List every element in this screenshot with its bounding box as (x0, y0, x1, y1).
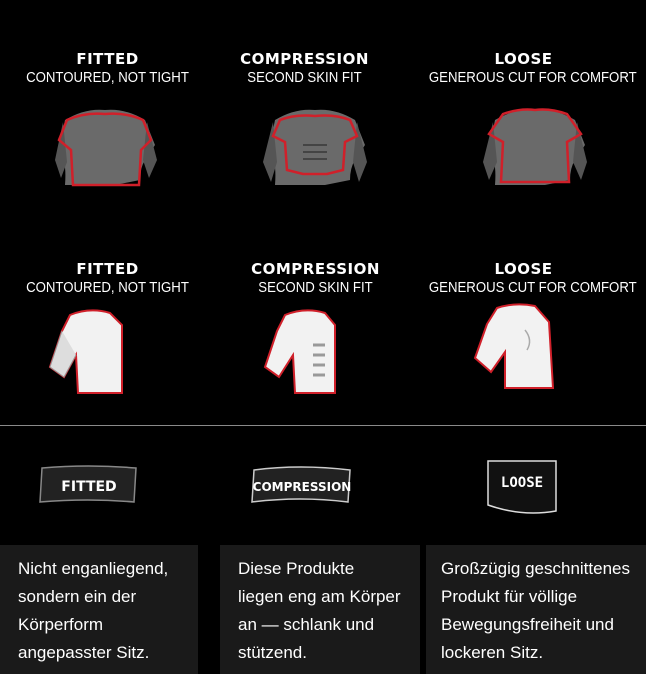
description-line: Körperform (18, 615, 104, 634)
fit-subtitle: GENEROUS CUT FOR COMFORT (428, 69, 637, 86)
description-line: an — schlank und (238, 615, 375, 634)
description-line: Großzügig geschnittenes (441, 559, 630, 578)
fit-subtitle: SECOND SKIN FIT (247, 69, 362, 86)
loose-badge (482, 455, 562, 521)
description-line: Produkt für völlige (441, 587, 578, 606)
fit-title: COMPRESSION (240, 50, 369, 68)
fitted-shirt-icon (40, 305, 140, 400)
section-divider (0, 425, 646, 426)
compression-badge (250, 462, 354, 508)
description-line: Bewegungsfreiheit und (441, 615, 614, 634)
fit-subtitle: SECOND SKIN FIT (258, 279, 373, 296)
fitted-badge (38, 462, 140, 508)
fit-fitted-heading (0, 50, 215, 88)
badge-label: LOOSE (500, 475, 544, 491)
fitted-description (0, 545, 198, 674)
fit-fitted-heading (0, 260, 215, 298)
fit-loose-heading (416, 260, 637, 298)
compression-torso-icon (255, 100, 375, 195)
badge-label: COMPRESSION (252, 480, 352, 494)
description-line: sondern ein der (18, 587, 137, 606)
description-line: stützend. (238, 643, 307, 662)
fit-title: FITTED (76, 260, 139, 278)
loose-shirt-icon (465, 300, 565, 395)
loose-description (426, 545, 646, 674)
fit-loose-heading (416, 50, 637, 88)
fitted-torso-icon (45, 100, 165, 195)
fit-subtitle: CONTOURED, NOT TIGHT (26, 279, 189, 296)
fit-title: LOOSE (494, 260, 553, 278)
description-line: liegen eng am Körper (238, 587, 401, 606)
fit-compression-heading (197, 50, 412, 88)
loose-torso-icon (475, 100, 595, 195)
description-line: Diese Produkte (238, 559, 355, 578)
badge-label: FITTED (61, 479, 117, 495)
fit-title: LOOSE (494, 50, 553, 68)
description-line: lockeren Sitz. (441, 643, 544, 662)
fit-subtitle: GENEROUS CUT FOR COMFORT (428, 279, 637, 296)
compression-description (220, 545, 420, 674)
description-line: Nicht enganliegend, (18, 559, 169, 578)
fit-title: COMPRESSION (251, 260, 380, 278)
fit-subtitle: CONTOURED, NOT TIGHT (26, 69, 189, 86)
fit-title: FITTED (76, 50, 139, 68)
description-line: angepasster Sitz. (18, 643, 150, 662)
compression-shirt-icon (255, 305, 355, 400)
fit-compression-heading (208, 260, 423, 298)
